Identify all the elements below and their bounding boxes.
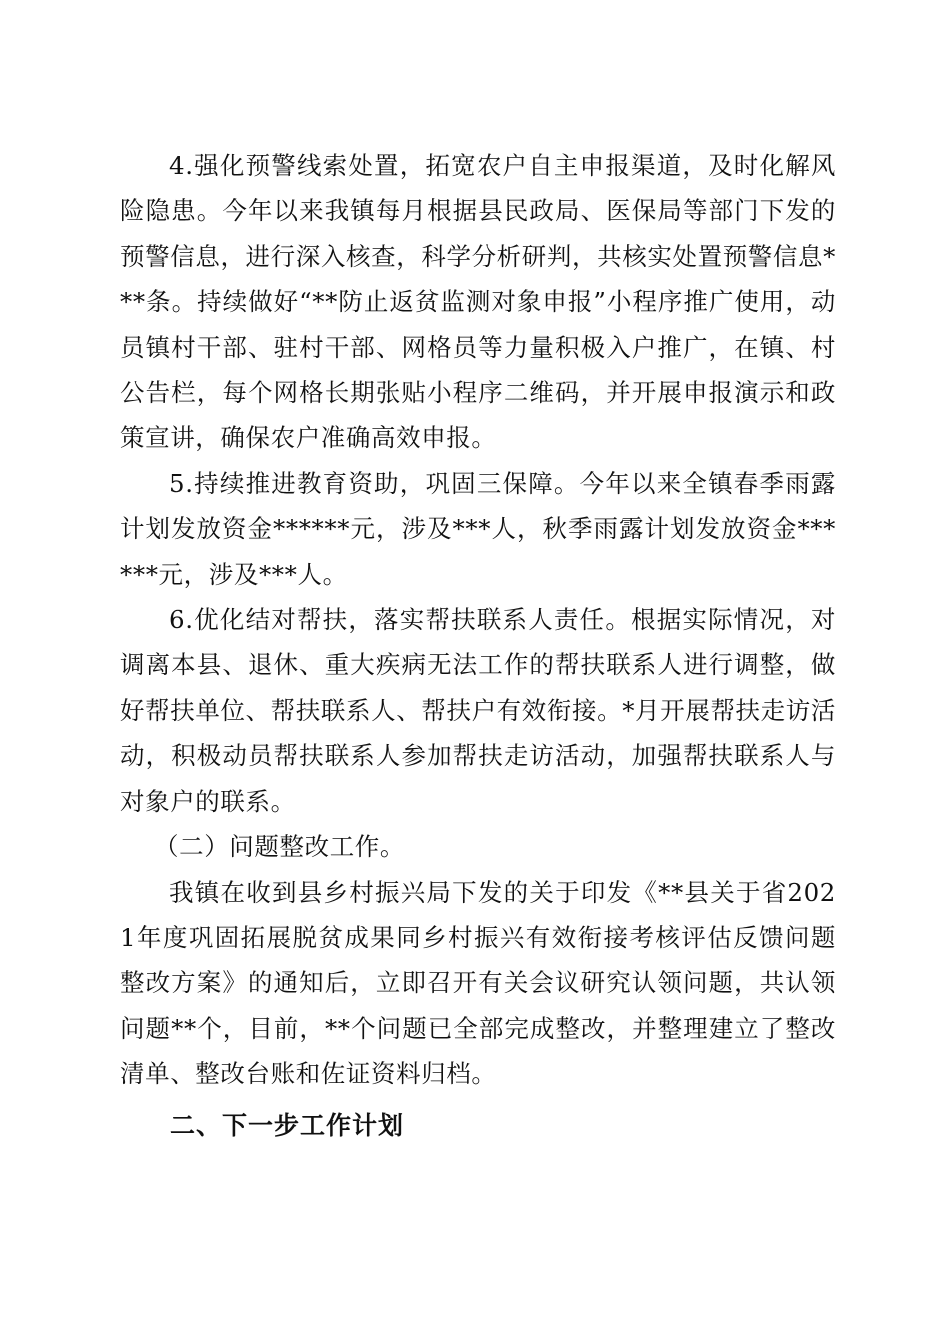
section-heading-next-steps: 二、下一步工作计划 — [170, 1110, 405, 1140]
subheading-problem-rectification: （二）问题整改工作。 — [154, 832, 405, 862]
paragraph-item-4: 4.强化预警线索处置，拓宽农户自主申报渠道，及时化解风险隐患。今年以来我镇每月根据县民政局、医保局等部门下发的预警信息，进行深入核查，科学分析研判，共核实处置预警信息***条。持续做好“**防止返贫监测对象申报”小程序推广使用，动员镇村干部、驻村干部、网格员等力量积极入户推广，在镇、村公告栏，每个网格长期张贴小程序二维码，并开展申报演示和政策宣讲，确保农户准确高效申报。 — [120, 151, 836, 453]
document-body — [120, 143, 836, 1148]
paragraph-item-6: 6.优化结对帮扶，落实帮扶联系人责任。根据实际情况，对调离本县、退休、重大疾病无法工作的帮扶联系人进行调整，做好帮扶单位、帮扶联系人、帮扶户有效衔接。*月开展帮扶走访活动，积极动员帮扶联系人参加帮扶走访活动，加强帮扶联系人与对象户的联系。 — [120, 605, 836, 816]
paragraph-item-5: 5.持续推进教育资助，巩固三保障。今年以来全镇春季雨露计划发放资金******元，涉及***人，秋季雨露计划发放资金******元，涉及***人。 — [120, 468, 836, 589]
paragraph-rectification: 我镇在收到县乡村振兴局下发的关于印发《**县关于省2021年度巩固拓展脱贫成果同乡村振兴有效衔接考核评估反馈问题整改方案》的通知后，立即召开有关会议研究认领问题，共认领问题**个，目前，**个问题已全部完成整改，并整理建立了整改清单、整改台账和佐证资料归档。 — [120, 877, 836, 1089]
